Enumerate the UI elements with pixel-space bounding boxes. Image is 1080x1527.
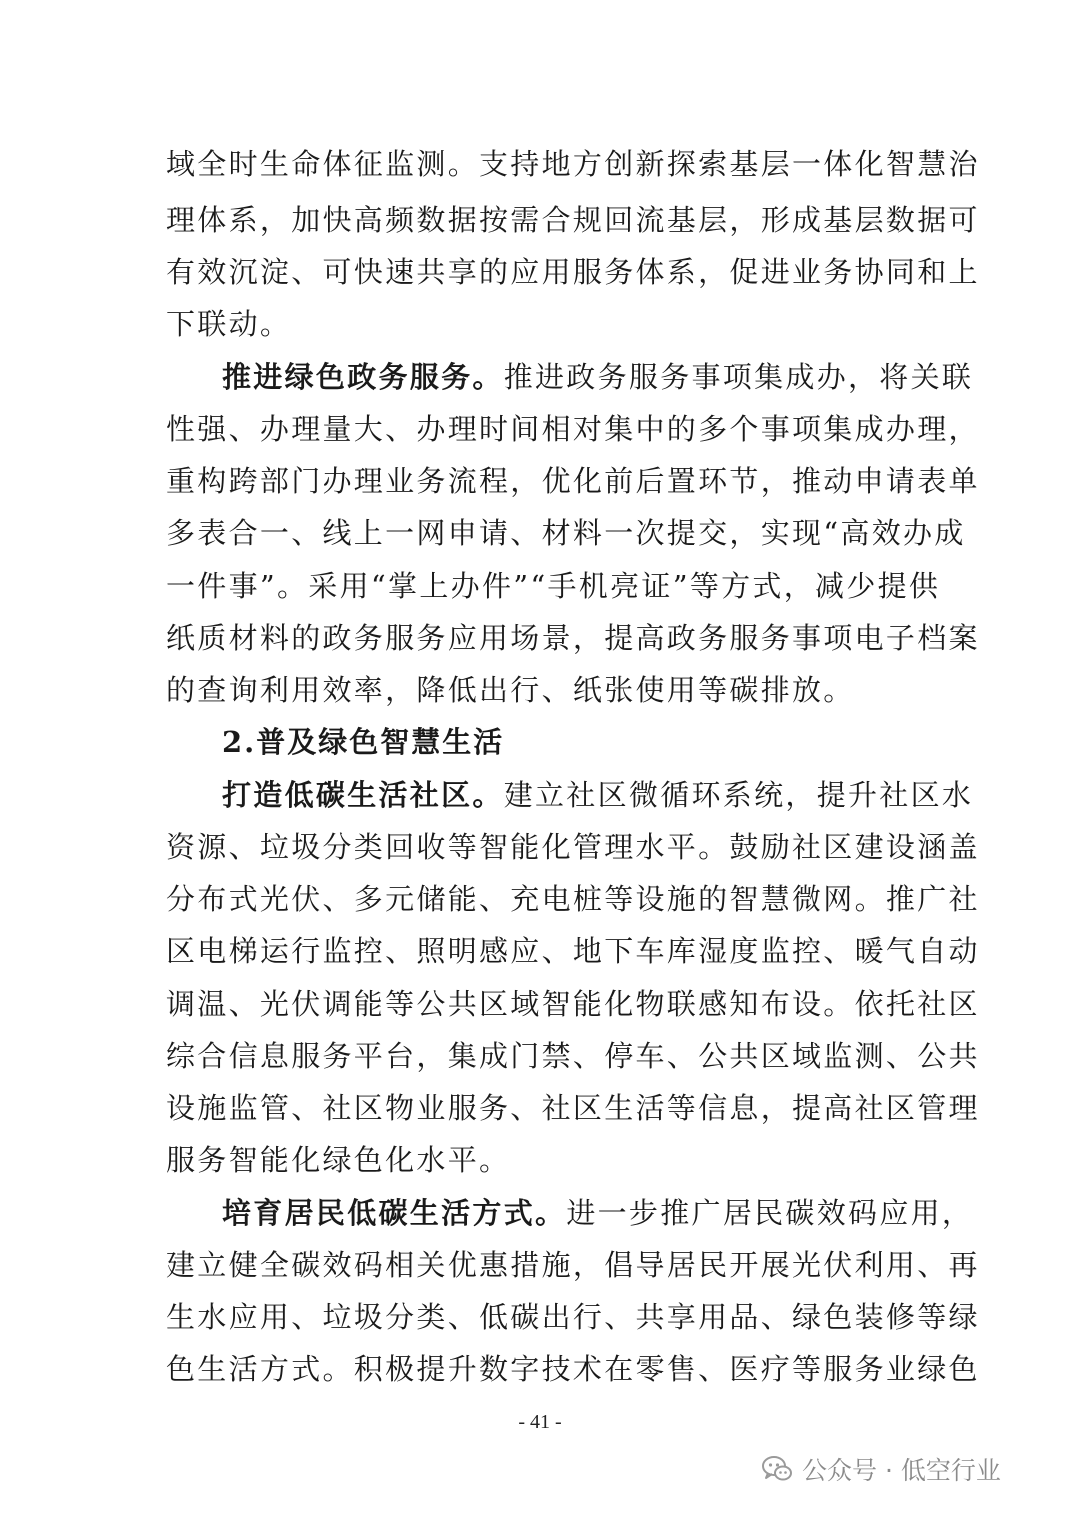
body-line: 调温、光伏调能等公共区域智能化物联感知布设。依托社区 <box>166 987 980 1021</box>
paragraph-text: 建立社区微循环系统，提升社区水 <box>503 778 974 812</box>
body-line: 性强、办理量大、办理时间相对集中的多个事项集成办理， <box>166 412 980 446</box>
section-heading: 2.普及绿色智慧生活 <box>222 725 505 759</box>
body-line: 建立健全碳效码相关优惠措施，倡导居民开展光伏利用、再 <box>166 1248 980 1282</box>
body-line: 综合信息服务平台，集成门禁、停车、公共区域监测、公共 <box>166 1039 980 1073</box>
body-line-with-lead <box>222 357 974 397</box>
body-line: 理体系，加快高频数据按需合规回流基层，形成基层数据可 <box>166 203 980 237</box>
watermark-text: 公众号 · 低空行业 <box>802 1456 1001 1485</box>
paragraph-text: 推进政务服务事项集成办，将关联 <box>503 360 974 394</box>
body-line: 区电梯运行监控、照明感应、地下车库湿度监控、暖气自动 <box>166 934 980 968</box>
body-line-with-lead <box>222 775 974 815</box>
body-line: 资源、垃圾分类回收等智能化管理水平。鼓励社区建设涵盖 <box>166 830 980 864</box>
body-line: 生水应用、垃圾分类、低碳出行、共享用品、绿色装修等绿 <box>166 1300 980 1334</box>
wechat-icon <box>760 1452 794 1486</box>
paragraph-lead-low-carbon-community: 打造低碳生活社区。 <box>222 778 504 812</box>
body-line: 有效沉淀、可快速共享的应用服务体系，促进业务协同和上 <box>166 255 980 289</box>
body-line-with-lead <box>222 1193 974 1233</box>
paragraph-text: 进一步推广居民碳效码应用， <box>566 1196 974 1230</box>
body-line: 分布式光伏、多元储能、充电桩等设施的智慧微网。推广社 <box>166 882 980 916</box>
body-line: 服务智能化绿色化水平。 <box>166 1143 511 1177</box>
watermark <box>760 1449 1001 1489</box>
body-line: 域全时生命体征监测。支持地方创新探索基层一体化智慧治 <box>166 147 980 181</box>
page-number: - 41 - <box>518 1411 562 1433</box>
body-line: 下联动。 <box>166 307 292 341</box>
body-line: 重构跨部门办理业务流程，优化前后置环节，推动申请表单 <box>166 464 980 498</box>
body-line: 色生活方式。积极提升数字技术在零售、医疗等服务业绿色 <box>166 1352 980 1386</box>
body-line: 一件事”。采用“掌上办件”“手机亮证”等方式，减少提供 <box>166 569 941 603</box>
body-line: 纸质材料的政务服务应用场景，提高政务服务事项电子档案 <box>166 621 980 655</box>
paragraph-lead-green-gov-service: 推进绿色政务服务。 <box>222 360 504 394</box>
body-line: 多表合一、线上一网申请、材料一次提交，实现“高效办成 <box>166 516 966 550</box>
body-line: 设施监管、社区物业服务、社区生活等信息，提高社区管理 <box>166 1091 980 1125</box>
body-line: 的查询利用效率，降低出行、纸张使用等碳排放。 <box>166 673 855 707</box>
paragraph-lead-low-carbon-lifestyle: 培育居民低碳生活方式。 <box>222 1196 567 1230</box>
